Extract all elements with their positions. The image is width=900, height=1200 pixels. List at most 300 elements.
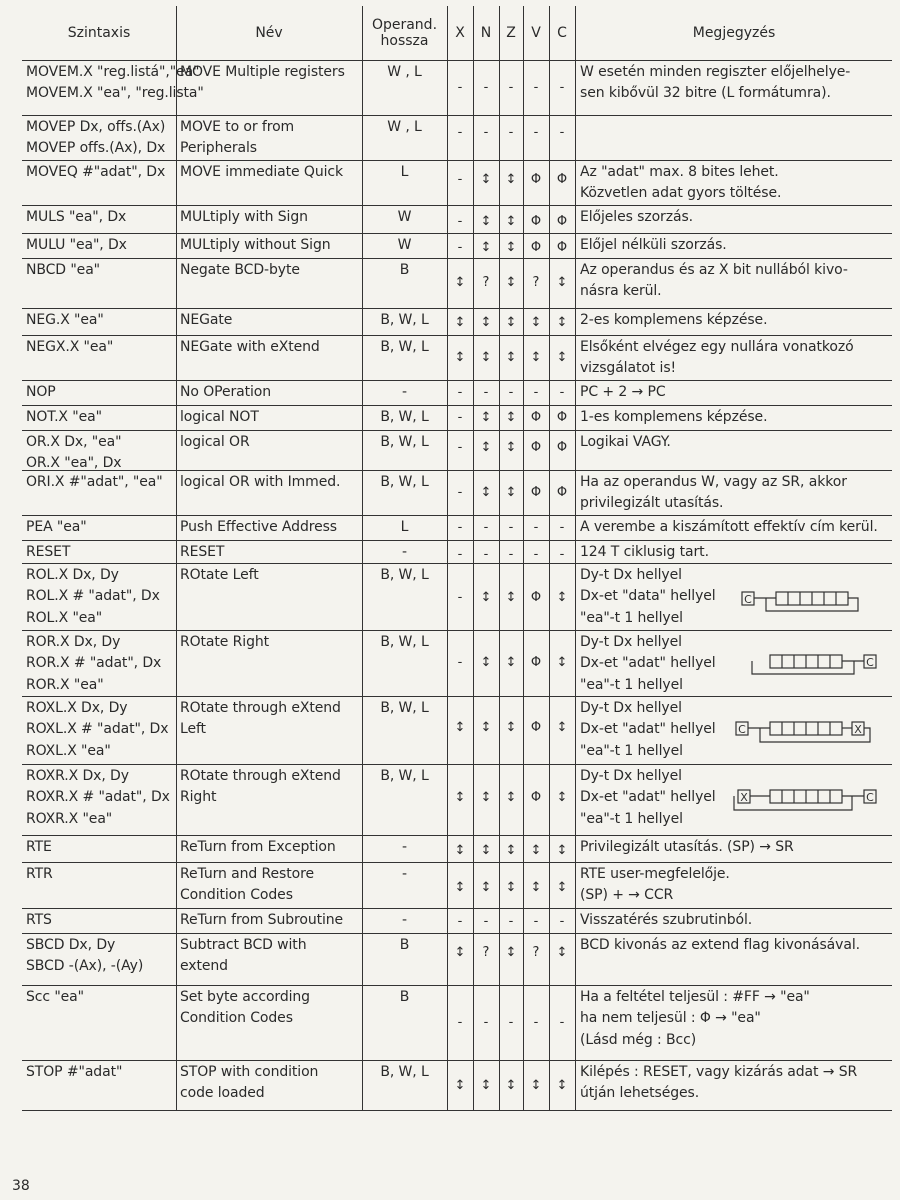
notes-cell	[580, 698, 716, 762]
row-rule	[22, 160, 892, 161]
header-notes-line: Megjegyzés	[692, 24, 776, 41]
flag-z: ↕	[505, 843, 517, 858]
flag-z: -	[508, 125, 514, 140]
flag-c: ↕	[556, 275, 568, 290]
row-rule	[22, 405, 892, 406]
notes-line: Ha a feltétel teljesül : #FF → "ea"	[580, 989, 810, 1005]
carry-box-label: C	[738, 723, 746, 736]
flag-v: Φ	[530, 655, 542, 670]
notes-line: vizsgálatot is!	[580, 360, 677, 377]
notes-line: Dx-et "adat" hellyel	[580, 789, 716, 806]
column-rule	[473, 6, 474, 1111]
notes-line: Logikai VAGY.	[580, 434, 671, 450]
header-name	[176, 6, 362, 60]
syntax-line: ROXR.X "ea"	[26, 810, 113, 827]
syntax-cell	[26, 310, 104, 331]
name-line: NEGate	[180, 312, 233, 328]
name-line: code loaded	[180, 1085, 265, 1102]
name-line: ROtate Right	[180, 634, 270, 650]
operand-size-cell: -	[402, 384, 407, 400]
syntax-line: RESET	[26, 544, 71, 560]
row-rule	[22, 335, 892, 336]
notes-cell	[580, 987, 810, 1051]
operand-size-cell: B	[399, 937, 410, 953]
row-rule	[22, 515, 892, 516]
header-flag-c-line: C	[557, 24, 567, 41]
syntax-line: RTE	[26, 839, 52, 855]
flag-z: -	[508, 520, 514, 535]
operand-size-cell: B, W, L	[380, 434, 429, 450]
flag-x: -	[457, 214, 463, 229]
syntax-cell	[26, 117, 165, 160]
flag-c: ↕	[556, 1078, 568, 1093]
column-rule	[447, 6, 448, 1111]
notes-line: Kilépés : RESET, vagy kizárás adat → SR	[580, 1064, 858, 1080]
flag-z: ↕	[505, 655, 517, 670]
syntax-cell	[26, 935, 143, 978]
notes-cell	[580, 407, 767, 428]
flag-n: -	[483, 385, 489, 400]
name-cell	[180, 987, 310, 1030]
syntax-cell	[26, 382, 56, 403]
flag-n: -	[483, 1015, 489, 1030]
syntax-line: Scc "ea"	[26, 989, 85, 1005]
flag-c: -	[559, 547, 565, 562]
operand-size-cell: B	[399, 262, 410, 278]
flag-x: -	[457, 914, 463, 929]
flag-n: ↕	[480, 440, 492, 455]
notes-cell	[580, 235, 727, 256]
name-cell	[180, 837, 336, 858]
flag-v: Φ	[530, 590, 542, 605]
flag-x: -	[457, 485, 463, 500]
syntax-line: MOVEP offs.(Ax), Dx	[26, 140, 166, 157]
column-rule	[575, 6, 576, 1111]
name-cell	[180, 235, 331, 256]
name-line: Condition Codes	[180, 1010, 293, 1027]
flag-c: ↕	[556, 315, 568, 330]
flag-v: -	[533, 80, 539, 95]
notes-line: sen kibővül 32 bitre (L formátumra).	[580, 85, 831, 102]
syntax-cell	[26, 542, 70, 563]
flag-v: Φ	[530, 440, 542, 455]
flag-v: -	[533, 520, 539, 535]
flag-n: ↕	[480, 172, 492, 187]
flag-x: -	[457, 172, 463, 187]
notes-line: "ea"-t 1 hellyel	[580, 810, 683, 827]
syntax-cell	[26, 162, 165, 183]
flag-n: ↕	[480, 790, 492, 805]
flag-x: -	[457, 520, 463, 535]
flag-n: ↕	[480, 1078, 492, 1093]
flag-z: -	[508, 80, 514, 95]
row-rule	[22, 470, 892, 471]
notes-line: 1-es komplemens képzése.	[580, 409, 768, 425]
flag-x: -	[457, 410, 463, 425]
flag-z: ↕	[505, 1078, 517, 1093]
syntax-cell	[26, 517, 87, 538]
header-flag-n	[473, 6, 499, 60]
flag-n: -	[483, 547, 489, 562]
header-notes	[575, 6, 893, 60]
header-flag-v	[523, 6, 549, 60]
header-operand-length	[362, 6, 447, 60]
notes-line: Dy-t Dx hellyel	[580, 634, 682, 650]
syntax-line: MOVEP Dx, offs.(Ax)	[26, 119, 166, 135]
row-rule	[22, 696, 892, 697]
operand-size-cell: L	[400, 519, 409, 535]
syntax-cell	[26, 698, 168, 762]
flag-z: ↕	[505, 214, 517, 229]
flag-x: -	[457, 547, 463, 562]
flag-c: ↕	[556, 655, 568, 670]
notes-line: PC + 2 → PC	[580, 384, 666, 400]
name-cell	[180, 542, 224, 563]
flag-x: ↕	[454, 790, 466, 805]
flag-n: ↕	[480, 350, 492, 365]
name-line: No OPeration	[180, 384, 272, 400]
notes-cell	[580, 472, 847, 515]
syntax-cell	[26, 1062, 122, 1083]
syntax-cell	[26, 837, 52, 858]
flag-c: -	[559, 385, 565, 400]
name-cell	[180, 766, 341, 809]
row-rule	[22, 205, 892, 206]
name-cell	[180, 565, 259, 586]
flag-n: ?	[482, 945, 490, 960]
flag-c: Φ	[556, 485, 568, 500]
flag-c: -	[559, 914, 565, 929]
syntax-line: RTR	[26, 866, 53, 882]
notes-line: Dy-t Dx hellyel	[580, 567, 682, 583]
notes-cell	[580, 1062, 857, 1105]
flag-x: -	[457, 440, 463, 455]
flag-c: ↕	[556, 945, 568, 960]
flag-v: ↕	[530, 315, 542, 330]
notes-line: Dy-t Dx hellyel	[580, 700, 682, 716]
row-rule	[22, 308, 892, 309]
flag-v: -	[533, 547, 539, 562]
syntax-line: ROL.X "ea"	[26, 609, 103, 626]
flag-c: Φ	[556, 240, 568, 255]
syntax-cell	[26, 472, 163, 493]
operand-size-cell: W	[397, 209, 412, 225]
operand-size-cell: W , L	[387, 119, 422, 135]
row-rule	[22, 933, 892, 934]
flag-x: ↕	[454, 945, 466, 960]
flag-n: ↕	[480, 590, 492, 605]
notes-line: BCD kivonás az extend flag kivonásával.	[580, 937, 860, 953]
name-line: ROtate Left	[180, 567, 259, 583]
notes-line: Az operandus és az X bit nullából kivo-	[580, 262, 848, 278]
page-number: 38	[12, 1178, 30, 1194]
name-line: logical OR	[180, 434, 250, 450]
operand-size-cell: W	[397, 237, 412, 253]
name-line: MULtiply with Sign	[180, 209, 308, 225]
flag-x: -	[457, 385, 463, 400]
extend-box-label: X	[854, 723, 862, 736]
notes-line: útján lehetséges.	[580, 1085, 700, 1102]
flag-c: -	[559, 1015, 565, 1030]
flag-v: Φ	[530, 240, 542, 255]
name-line: logical OR with Immed.	[180, 474, 341, 490]
name-line: Left	[180, 721, 206, 738]
header-flag-x-text	[455, 25, 465, 41]
syntax-line: ROXL.X "ea"	[26, 742, 111, 759]
header-flag-z	[499, 6, 523, 60]
flag-z: -	[508, 1015, 514, 1030]
carry-box-label: C	[744, 593, 752, 606]
name-cell	[180, 1062, 318, 1105]
flag-x: -	[457, 80, 463, 95]
row-rule	[22, 1060, 892, 1061]
operand-size-cell: W , L	[387, 64, 422, 80]
flag-v: -	[533, 1015, 539, 1030]
header-flag-c	[549, 6, 575, 60]
flag-n: -	[483, 80, 489, 95]
operand-size-cell: B, W, L	[380, 1064, 429, 1080]
syntax-line: MOVEQ #"adat", Dx	[26, 164, 166, 180]
flag-v: ?	[532, 275, 540, 290]
operand-size-cell: B, W, L	[380, 634, 429, 650]
flag-c: ↕	[556, 790, 568, 805]
notes-line: Előjeles szorzás.	[580, 209, 693, 225]
flag-c: Φ	[556, 410, 568, 425]
row-rule	[22, 430, 892, 431]
name-line: Set byte according	[180, 989, 310, 1005]
syntax-line: OR.X "ea", Dx	[26, 455, 122, 472]
syntax-cell	[26, 337, 113, 358]
notes-line: "ea"-t 1 hellyel	[580, 676, 683, 693]
name-line: ReTurn from Subroutine	[180, 912, 344, 928]
notes-line: RTE user-megfelelője.	[580, 866, 730, 882]
name-cell	[180, 337, 320, 358]
flag-n: -	[483, 914, 489, 929]
flag-n: ↕	[480, 485, 492, 500]
name-cell	[180, 472, 340, 493]
syntax-line: ROL.X Dx, Dy	[26, 567, 119, 583]
carry-box-label: C	[866, 791, 874, 804]
notes-line: Privilegizált utasítás. (SP) → SR	[580, 839, 794, 855]
notes-cell	[580, 935, 860, 956]
flag-c: ↕	[556, 590, 568, 605]
syntax-line: ROL.X # "adat", Dx	[26, 588, 160, 605]
flag-v: Φ	[530, 410, 542, 425]
flag-z: ↕	[505, 880, 517, 895]
syntax-line: NEG.X "ea"	[26, 312, 104, 328]
syntax-cell	[26, 260, 100, 281]
operand-size-cell: B, W, L	[380, 768, 429, 784]
header-syntax-text	[68, 25, 131, 41]
flag-z: ↕	[505, 440, 517, 455]
header-flag-n-text	[481, 25, 491, 41]
notes-cell	[580, 62, 850, 105]
syntax-cell	[26, 632, 161, 696]
operand-size-cell: B, W, L	[380, 474, 429, 490]
syntax-line: NOT.X "ea"	[26, 409, 102, 425]
notes-cell	[580, 162, 781, 205]
syntax-cell	[26, 62, 204, 105]
syntax-line: MULS "ea", Dx	[26, 209, 127, 225]
header-operand-length-text	[372, 17, 437, 49]
notes-cell	[580, 382, 666, 403]
syntax-line: SBCD -(Ax), -(Ay)	[26, 958, 144, 975]
notes-cell	[580, 864, 730, 907]
flag-z: ↕	[505, 350, 517, 365]
syntax-line: NEGX.X "ea"	[26, 339, 114, 355]
notes-line: "ea"-t 1 hellyel	[580, 609, 683, 626]
notes-cell	[580, 260, 848, 303]
row-rule	[22, 908, 892, 909]
syntax-line: MOVEM.X "ea", "reg.lista"	[26, 85, 204, 102]
name-cell	[180, 432, 250, 453]
column-rule	[549, 6, 550, 1111]
name-line: ROtate through eXtend	[180, 700, 341, 716]
flag-x: ↕	[454, 315, 466, 330]
flag-n: ↕	[480, 240, 492, 255]
flag-z: ↕	[505, 275, 517, 290]
header-flag-v-text	[531, 25, 541, 41]
rotate-diagram	[730, 786, 880, 816]
notes-line: (SP) + → CCR	[580, 887, 674, 904]
name-cell	[180, 310, 232, 331]
syntax-line: ROXL.X Dx, Dy	[26, 700, 128, 716]
name-line: Peripherals	[180, 140, 257, 157]
flag-n: ?	[482, 275, 490, 290]
flag-z: ↕	[505, 485, 517, 500]
notes-cell	[580, 542, 709, 563]
syntax-cell	[26, 864, 53, 885]
header-flag-x-line: X	[455, 24, 465, 41]
syntax-cell	[26, 766, 170, 830]
flag-x: ↕	[454, 880, 466, 895]
name-line: ROtate through eXtend	[180, 768, 341, 784]
flag-n: ↕	[480, 720, 492, 735]
notes-cell	[580, 632, 716, 696]
notes-line: Dx-et "adat" hellyel	[580, 721, 716, 738]
notes-line: Ha az operandus W, vagy az SR, akkor	[580, 474, 847, 490]
flag-c: -	[559, 80, 565, 95]
name-line: ReTurn and Restore	[180, 866, 314, 882]
row-rule	[22, 60, 892, 61]
name-line: STOP with condition	[180, 1064, 319, 1080]
flag-x: -	[457, 240, 463, 255]
operand-size-cell: -	[402, 839, 407, 855]
notes-line: Dx-et "data" hellyel	[580, 588, 716, 605]
notes-cell	[580, 207, 693, 228]
row-rule	[22, 835, 892, 836]
syntax-line: ROXR.X # "adat", Dx	[26, 789, 170, 806]
syntax-line: ROR.X "ea"	[26, 676, 104, 693]
flag-v: ↕	[530, 880, 542, 895]
name-line: logical NOT	[180, 409, 259, 425]
flag-n: ↕	[480, 410, 492, 425]
flag-x: ↕	[454, 843, 466, 858]
notes-cell	[580, 310, 767, 331]
flag-c: -	[559, 125, 565, 140]
operand-size-cell: B, W, L	[380, 339, 429, 355]
flag-n: ↕	[480, 655, 492, 670]
name-line: MULtiply without Sign	[180, 237, 331, 253]
notes-line: Az "adat" max. 8 bites lehet.	[580, 164, 779, 180]
operand-size-cell: L	[400, 164, 409, 180]
header-flag-z-line: Z	[506, 24, 516, 41]
flag-v: ↕	[530, 1078, 542, 1093]
flag-v: ?	[532, 945, 540, 960]
flag-v: Φ	[530, 172, 542, 187]
syntax-line: ROR.X Dx, Dy	[26, 634, 121, 650]
name-line: extend	[180, 958, 228, 975]
notes-line: Dy-t Dx hellyel	[580, 768, 682, 784]
syntax-line: ROXL.X # "adat", Dx	[26, 721, 169, 738]
flag-x: -	[457, 1015, 463, 1030]
notes-cell	[580, 432, 671, 453]
notes-line: "ea"-t 1 hellyel	[580, 742, 683, 759]
flag-z: ↕	[505, 790, 517, 805]
flag-z: ↕	[505, 240, 517, 255]
flag-c: ↕	[556, 350, 568, 365]
syntax-cell	[26, 235, 127, 256]
column-rule	[523, 6, 524, 1111]
syntax-line: ORI.X #"adat", "ea"	[26, 474, 163, 490]
name-line: Right	[180, 789, 217, 806]
flag-n: ↕	[480, 880, 492, 895]
notes-line: ha nem teljesül : Φ → "ea"	[580, 1010, 761, 1027]
syntax-line: NOP	[26, 384, 56, 400]
flag-c: -	[559, 520, 565, 535]
flag-c: Φ	[556, 214, 568, 229]
notes-line: Visszatérés szubrutinból.	[580, 912, 753, 928]
name-cell	[180, 935, 306, 978]
notes-cell	[580, 565, 716, 629]
rotate-diagram	[730, 651, 880, 681]
name-cell	[180, 698, 341, 741]
name-line: Negate BCD-byte	[180, 262, 300, 278]
syntax-line: NBCD "ea"	[26, 262, 101, 278]
flag-v: ↕	[530, 843, 542, 858]
name-line: Push Effective Address	[180, 519, 337, 535]
name-cell	[180, 382, 271, 403]
flag-z: ↕	[505, 315, 517, 330]
syntax-line: RTS	[26, 912, 52, 928]
header-syntax-line: Szintaxis	[67, 24, 131, 41]
flag-v: -	[533, 385, 539, 400]
rotate-diagram	[730, 718, 880, 748]
header-flag-z-text	[506, 25, 516, 41]
header-operand-length-line: Operand.	[371, 16, 438, 33]
row-rule	[22, 540, 892, 541]
notes-line: 124 T ciklusig tart.	[580, 544, 709, 560]
syntax-line: ROXR.X Dx, Dy	[26, 768, 129, 784]
header-flag-c-text	[557, 25, 567, 41]
syntax-line: SBCD Dx, Dy	[26, 937, 116, 953]
flag-x: ↕	[454, 1078, 466, 1093]
name-line: MOVE to or from	[180, 119, 295, 135]
flag-z: ↕	[505, 945, 517, 960]
operand-size-cell: B	[399, 989, 410, 1005]
syntax-line: ROR.X # "adat", Dx	[26, 655, 162, 672]
notes-line: 2-es komplemens képzése.	[580, 312, 768, 328]
flag-n: ↕	[480, 315, 492, 330]
notes-cell	[580, 517, 878, 538]
notes-cell	[580, 837, 794, 858]
flag-z: -	[508, 385, 514, 400]
flag-n: -	[483, 125, 489, 140]
operand-size-cell: B, W, L	[380, 700, 429, 716]
flag-v: Φ	[530, 790, 542, 805]
name-cell	[180, 162, 343, 183]
notes-cell	[580, 337, 854, 380]
